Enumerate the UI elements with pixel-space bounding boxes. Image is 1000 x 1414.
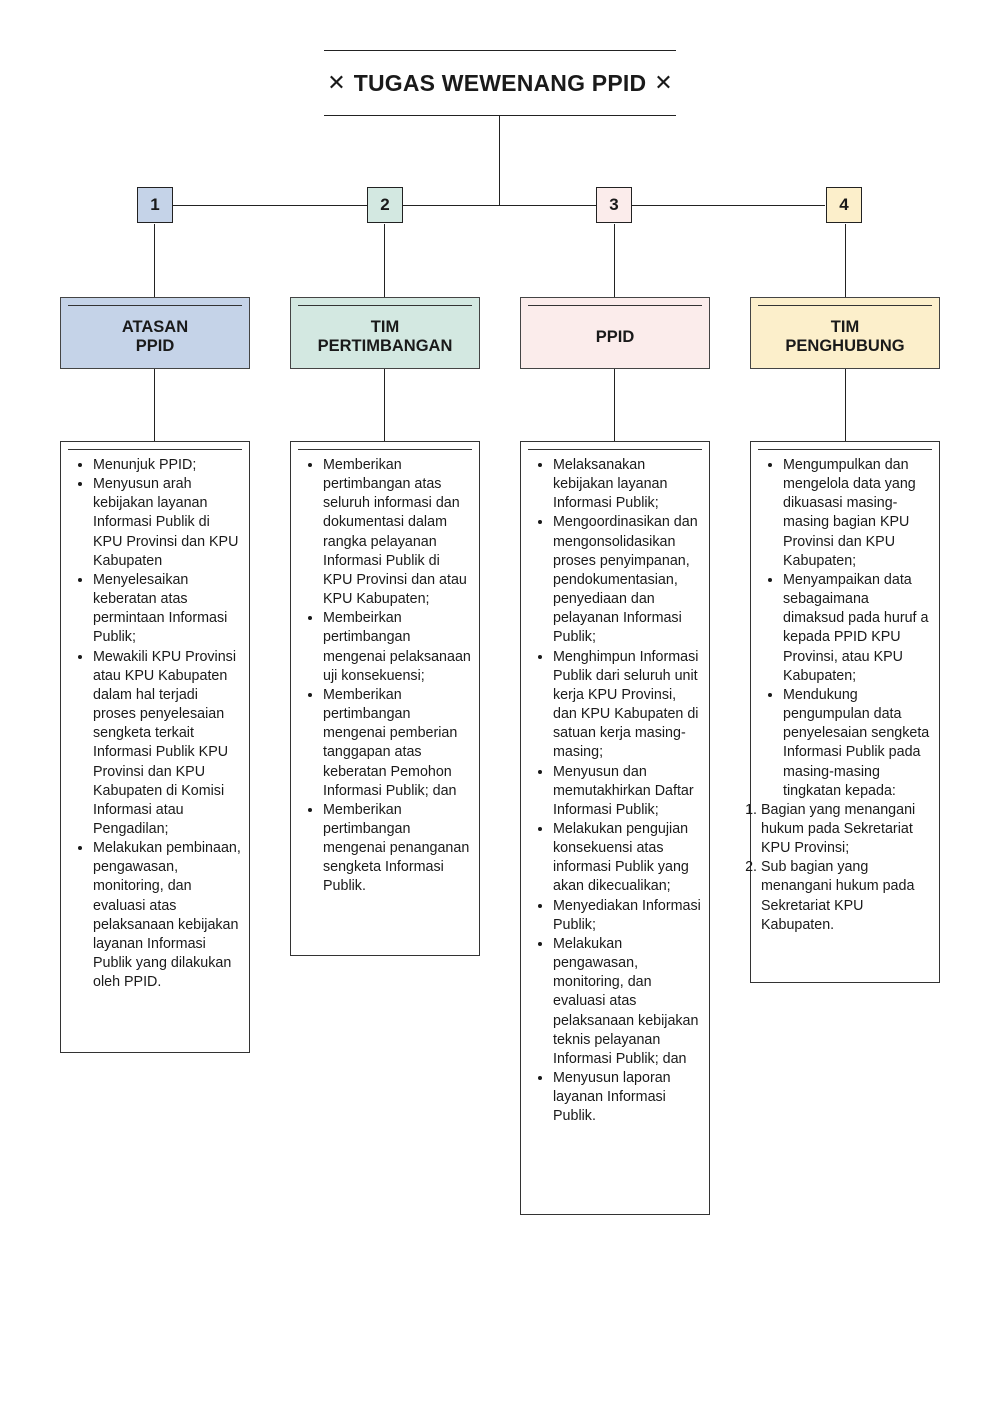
list-item: • Menyusun laporan layanan Informasi Publik. — [553, 1069, 701, 1126]
heading-box-tim-pertimbangan — [290, 297, 480, 369]
connector-4-bottom — [845, 369, 846, 442]
horizontal-connector — [173, 205, 825, 206]
list-item: • Menyelesaikan keberatan atas permintaan Informasi Publik; — [93, 571, 241, 648]
diagram-title: TUGAS WEWENANG PPID — [353, 69, 647, 96]
list-item: • Melakukan pengawasan, monitoring, dan evaluasi atas pelaksanaan kebijakan teknis pelayanan Informasi Publik; dan — [553, 935, 701, 1069]
list-item: • Mendukung pengumpulan data penyelesaian sengketa Informasi Publik pada masing-masing tingkatan kepada: — [783, 686, 931, 801]
cross-icon: ✕ — [327, 70, 346, 95]
connector-2-bottom — [384, 369, 385, 442]
number-box-2 — [367, 187, 403, 223]
heading-box-ppid — [520, 297, 710, 369]
list-item: • Membeirkan pertimbangan mengenai pelaksanaan uji konsekuensi; — [323, 609, 471, 686]
connector-4-top — [845, 224, 846, 297]
list-item: • Menunjuk PPID; — [93, 456, 241, 475]
list-item: • Menghimpun Informasi Publik dari seluruh unit kerja KPU Provinsi, dan KPU Kabupaten di satuan kerja masing-masing; — [553, 648, 701, 763]
description-box-2 — [290, 441, 480, 956]
connector-3-bottom — [614, 369, 615, 442]
number-label: 2 — [380, 195, 390, 214]
description-box-1 — [60, 441, 250, 1053]
list-item: • Mewakili KPU Provinsi atau KPU Kabupaten dalam hal terjadi proses penyelesaian sengketa terkait Informasi Publik KPU Provinsi dan KPU Kabupaten di Komisi Informasi atau Pengadilan; — [93, 648, 241, 840]
description-box-4 — [750, 441, 940, 983]
description-box-3 — [520, 441, 710, 1215]
cross-icon: ✕ — [654, 70, 673, 95]
heading-label: ATASAN PPID — [121, 318, 189, 355]
list-item: • Mengoordinasikan dan mengonsolidasikan proses penyimpanan, pendokumentasian, penyediaan dan pelayanan Informasi Publik; — [553, 513, 701, 647]
connector-1-bottom — [154, 369, 155, 442]
number-box-4 — [826, 187, 862, 223]
number-box-3 — [596, 187, 632, 223]
diagram-title-bar — [324, 50, 676, 116]
list-item: • Memberikan pertimbangan atas seluruh informasi dan dokumentasi dalam rangka pelayanan Informasi Publik di KPU Provinsi dan atau KPU Kabupaten; — [323, 456, 471, 609]
list-item: • Melakukan pengujian konsekuensi atas informasi Publik yang akan dikecualikan; — [553, 820, 701, 897]
list-item: • Memberikan pertimbangan mengenai penanganan sengketa Informasi Publik. — [323, 801, 471, 897]
list-item: • Memberikan pertimbangan mengenai pemberian tanggapan atas keberatan Pemohon Informasi Publik; dan — [323, 686, 471, 801]
number-label: 4 — [839, 195, 849, 214]
connector-1-top — [154, 224, 155, 297]
number-box-1 — [137, 187, 173, 223]
list-item: • Menyampaikan data sebagaimana dimaksud pada huruf a kepada PPID KPU Provinsi, atau KPU Kabupaten; — [783, 571, 931, 686]
list-item: • Menyusun dan memutakhirkan Daftar Informasi Publik; — [553, 763, 701, 820]
connector-2-top — [384, 224, 385, 297]
list-item: • Menyediakan Informasi Publik; — [553, 897, 701, 935]
number-label: 3 — [609, 195, 619, 214]
heading-label: PPID — [595, 327, 635, 346]
numbered-item: 2. Sub bagian yang menangani hukum pada Sekretariat KPU Kabupaten. — [761, 858, 931, 935]
list-item: • Mengumpulkan dan mengelola data yang dikuasasi masing-masing bagian KPU Provinsi dan KPU Kabupaten; — [783, 456, 931, 571]
connector-3-top — [614, 224, 615, 297]
heading-box-tim-penghubung — [750, 297, 940, 369]
title-connector — [499, 115, 500, 206]
list-item: • Menyusun arah kebijakan layanan Informasi Publik di KPU Provinsi dan KPU Kabupaten — [93, 475, 241, 571]
number-label: 1 — [150, 195, 160, 214]
numbered-item: 1. Bagian yang menangani hukum pada Sekretariat KPU Provinsi; — [761, 801, 931, 858]
heading-label: TIM PERTIMBANGAN — [317, 318, 453, 355]
heading-label: TIM PENGHUBUNG — [785, 318, 905, 355]
list-item: • Melaksanakan kebijakan layanan Informasi Publik; — [553, 456, 701, 513]
heading-box-atasan-ppid — [60, 297, 250, 369]
list-item: • Melakukan pembinaan, pengawasan, monitoring, dan evaluasi atas pelaksanaan kebijakan layanan Informasi Publik yang dilakukan oleh PPID. — [93, 839, 241, 992]
